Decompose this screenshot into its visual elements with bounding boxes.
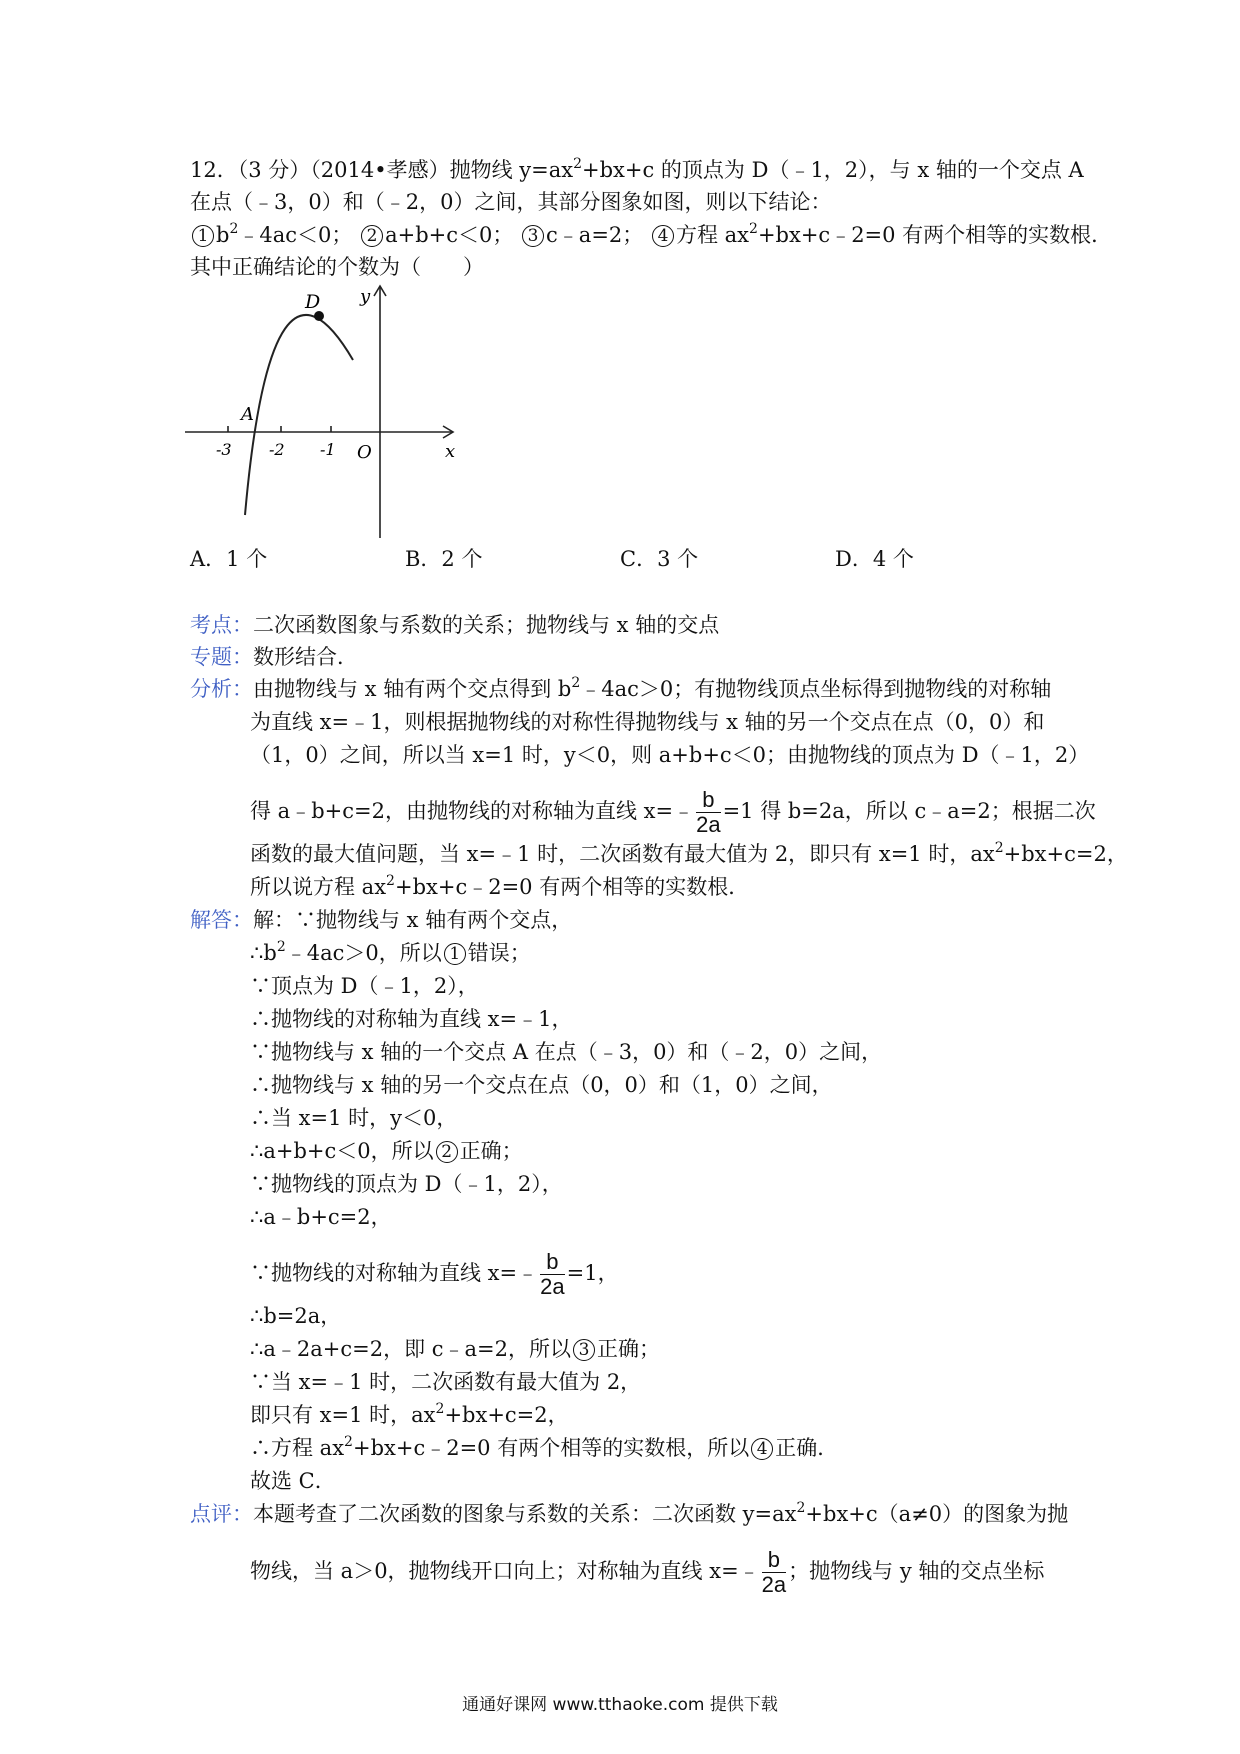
fenxi-label: 分析： — [190, 677, 253, 701]
jieda-line-2: $\therefore b^2﹣4ac>0$，所以 1 错误； — [250, 939, 531, 965]
jieda-line-9: ∵抛物线的顶点为 D（﹣1，2）， — [250, 1172, 563, 1196]
question-line-4: 其中正确结论的个数为（ ） — [190, 255, 484, 279]
option-c: C．3 个 — [620, 547, 699, 571]
jieda-line-13: ∴a﹣2a+c=2，即 c﹣a=2，所以 3 正确； — [250, 1337, 660, 1361]
jieda-line-14: ∵当 x=﹣1 时，二次函数有最大值为 2， — [250, 1370, 642, 1394]
circled-number-1: 1 — [192, 225, 214, 247]
tick-label-minus-3: -3 — [216, 440, 232, 459]
circled-number-3: 3 — [522, 225, 544, 247]
kaodian-row: 考点：二次函数图象与系数的关系；抛物线与 x 轴的交点 — [190, 613, 720, 637]
jieda-line-16: ∴方程 $ax^2+bx+c﹣2=0$ 有两个相等的实数根，所以 4 正确． — [250, 1434, 839, 1460]
jieda-line-12: ∴b=2a， — [250, 1304, 342, 1328]
question-line-2: 在点（﹣3，0）和（﹣2，0）之间，其部分图象如图，则以下结论： — [190, 190, 832, 214]
jieda-line-11: ∵抛物线的对称轴为直线 x=﹣ $\frac{b}{2a}$ =1， — [250, 1249, 619, 1299]
jieda-line-1: 解答：解：∵抛物线与 x 轴有两个交点， — [190, 908, 573, 932]
jieda-line-6: ∴抛物线与 x 轴的另一个交点在点（0，0）和（1，0）之间， — [250, 1073, 833, 1097]
zhuanti-row: 专题：数形结合． — [190, 645, 358, 669]
jieda-line-8: ∴a+b+c＜0，所以 2 正确； — [250, 1139, 523, 1163]
circled-number-2: 2 — [361, 225, 383, 247]
jieda-label: 解答： — [190, 908, 253, 932]
fraction-b-over-2a: $\frac{b}{2a}$ — [761, 1547, 787, 1597]
page-footer: 通通好课网 www.tthaoke.com 提供下载 — [462, 1695, 778, 1715]
jieda-line-5: ∵抛物线与 x 轴的一个交点 A 在点（﹣3，0）和（﹣2，0）之间， — [250, 1040, 883, 1064]
kaodian-label: 考点： — [190, 613, 253, 637]
point-a-label: A — [241, 404, 254, 425]
zhuanti-label: 专题： — [190, 645, 253, 669]
question-line-1: 12．（3 分）（2014•孝感）抛物线 $y=ax^2+bx+c$ 的顶点为 D（﹣1，2），与 x 轴的一个交点 A — [190, 156, 1084, 182]
circled-number-3: 3 — [573, 1339, 595, 1361]
circled-number-2: 2 — [436, 1141, 458, 1163]
parabola-curve — [245, 315, 353, 515]
jieda-line-3: ∵顶点为 D（﹣1，2）， — [250, 974, 479, 998]
option-b: B．2 个 — [405, 547, 483, 571]
jieda-line-15: 即只有 x=1 时，$ax^2+bx+c=2$， — [250, 1401, 569, 1427]
circled-number-4: 4 — [652, 225, 674, 247]
fenxi-line-4: 得 a﹣b+c=2，由抛物线的对称轴为直线 x=﹣ $\frac{b}{2a}$ =1 得 b=2a，所以 c﹣a=2；根据二次 — [250, 787, 1096, 837]
fenxi-line-3: （1，0）之间，所以当 x=1 时，y＜0，则 a+b+c＜0；由抛物线的顶点为 D（﹣1，2） — [250, 743, 1090, 767]
vertex-label: D — [305, 291, 321, 313]
tick-label-minus-2: -2 — [269, 440, 285, 459]
option-a: A．1 个 — [190, 547, 268, 571]
fraction-b-over-2a: $\frac{b}{2a}$ — [540, 1249, 565, 1299]
fenxi-line-6: 所以说方程 $ax^2+bx+c﹣2=0$ 有两个相等的实数根． — [250, 873, 750, 899]
fenxi-line-5: 函数的最大值问题，当 x=﹣1 时，二次函数有最大值为 2，即只有 x=1 时，$ax^2+bx+c=2$， — [250, 840, 1128, 866]
fenxi-line-2: 为直线 x=﹣1，则根据抛物线的对称性得抛物线与 x 轴的另一个交点在点（0，0）和 — [250, 710, 1045, 734]
y-axis-label: y — [360, 286, 371, 307]
circled-number-4: 4 — [751, 1438, 773, 1460]
option-d: D．4 个 — [835, 547, 914, 571]
parabola-figure — [185, 280, 475, 545]
x-axis-label: x — [445, 441, 456, 462]
dianping-line-2: 物线，当 a＞0，抛物线开口向上；对称轴为直线 x=﹣ $\frac{b}{2a}$ ；抛物线与 y 轴的交点坐标 — [250, 1547, 1045, 1597]
fenxi-line-1: 分析：由抛物线与 x 轴有两个交点得到 $b^2﹣4ac>0$；有抛物线顶点坐标得到抛物线的对称轴 — [190, 675, 1052, 701]
fraction-b-over-2a: $\frac{b}{2a}$ — [696, 787, 721, 837]
dianping-label: 点评： — [190, 1502, 253, 1526]
jieda-line-4: ∴抛物线的对称轴为直线 x=﹣1， — [250, 1007, 573, 1031]
dianping-line-1: 点评：本题考查了二次函数的图象与系数的关系：二次函数 $y=ax^2+bx+c(a\ne 0)$的图象为抛 — [190, 1500, 1069, 1526]
jieda-line-10: ∴a﹣b+c=2， — [250, 1205, 392, 1229]
question-line-3: 1 $b^2﹣4ac<0$； 2 a+b+c＜0； 3 c﹣a=2； 4 方程 $ax^2+bx+c﹣2=0$ 有两个相等的实数根． — [190, 221, 1112, 252]
circled-number-1: 1 — [444, 943, 466, 965]
jieda-line-17: 故选 C． — [250, 1469, 336, 1493]
jieda-line-7: ∴当 x=1 时，y＜0， — [250, 1106, 458, 1130]
tick-label-minus-1: -1 — [320, 440, 336, 459]
origin-label: O — [357, 442, 372, 463]
